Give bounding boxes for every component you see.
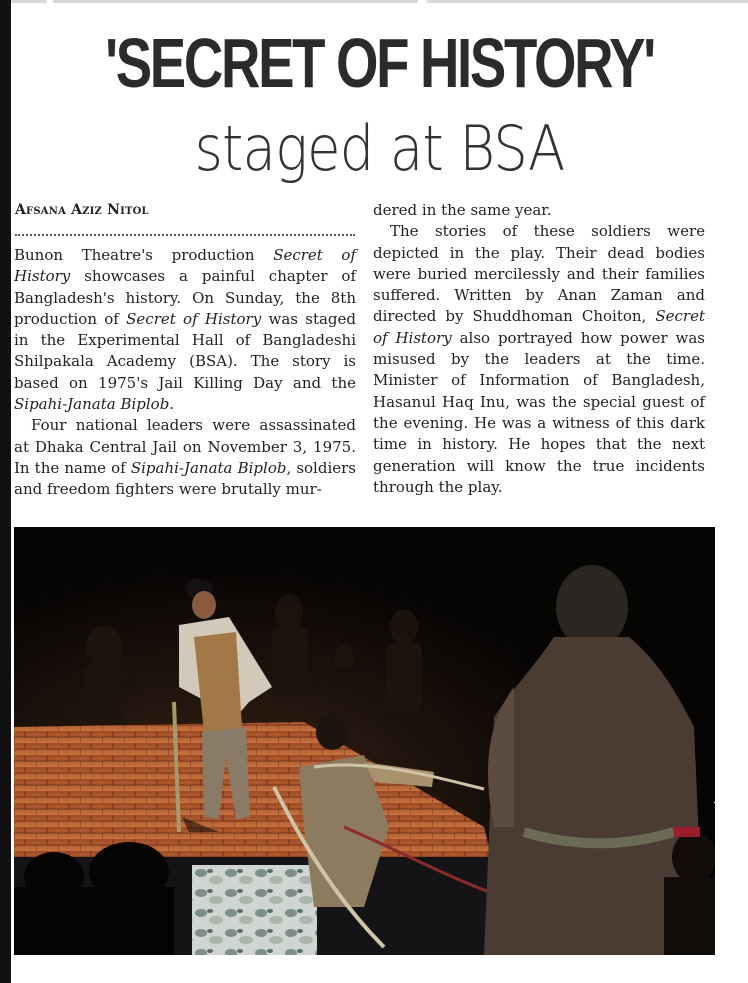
top-rule	[11, 0, 47, 3]
paragraph: Bunon Theatre's production Secret of History showcases a painful chapter of Bangladesh's history. On Sunday, the 8th production of Secret of History was staged in the Experimental Hall of Bangladeshi Shilpakala Academy (BSA). The story is based on 1975's Jail Killing Day and the Sipahi-Janata Biplob.	[14, 246, 356, 414]
article-byline: Afsana Aziz Nitol	[15, 202, 149, 218]
page-edge-bar	[0, 0, 11, 983]
article-subheadline: staged at BSA	[194, 112, 565, 185]
article-column-2	[373, 200, 705, 498]
paragraph: dered in the same year.	[373, 201, 552, 219]
top-rule	[427, 0, 748, 3]
paragraph: Four national leaders were assassinated at Dhaka Central Jail on November 3, 1975. In the name of Sipahi-Janata Biplob, soldiers and freedom fighters were brutally mur-	[14, 416, 356, 499]
article-column-1	[14, 245, 356, 501]
article-headline: 'SECRET OF HISTORY'	[105, 24, 654, 102]
stage-performance-photo	[14, 527, 715, 955]
paragraph: The stories of these soldiers were depicted in the play. Their dead bodies were buried mercilessly and their families suffered. Written by Anan Zaman and directed by Shuddhoman Choiton, Secret of History also portrayed how power was misused by the leaders at the time. Minister of Information of Bangladesh, Hasanul Haq Inu, was the special guest of the evening. He was a witness of this dark time in history. He hopes that the next generation will know the true incidents through the play.	[373, 222, 705, 496]
top-rule	[53, 0, 418, 3]
byline-divider	[15, 234, 355, 236]
